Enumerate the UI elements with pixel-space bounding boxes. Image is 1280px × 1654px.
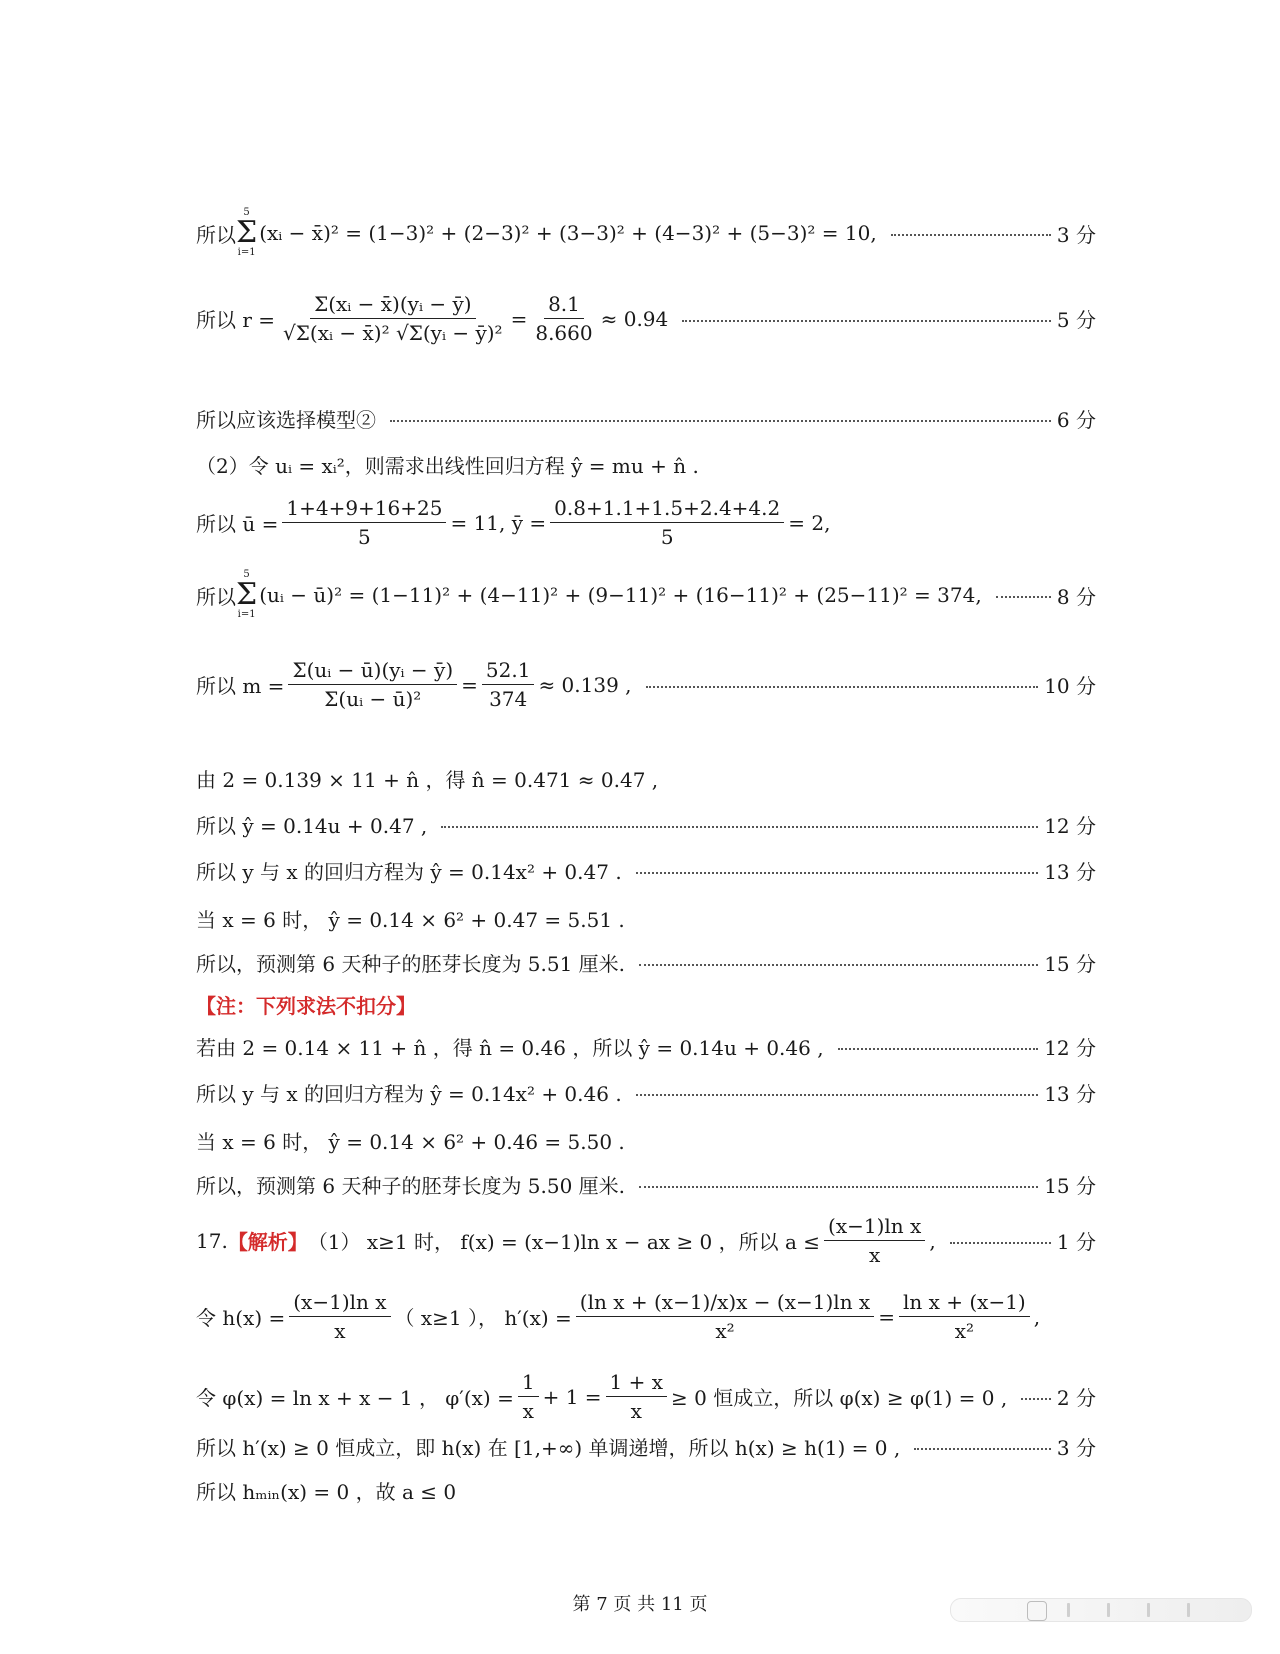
line-alt-regression [196,1078,1096,1107]
note-heading [196,990,1096,1019]
scroll-tick [1107,1603,1110,1617]
line-means [196,496,1096,549]
horizontal-scrollbar[interactable] [950,1598,1252,1622]
line-h-derivative [196,1290,1096,1343]
score-label: 15 分 [1044,1174,1096,1198]
dotted-leader [914,1448,1051,1450]
line-intercept [196,764,1096,793]
line-text: 由 2 = 0.139 × 11 + n̂ ，得 n̂ = 0.471 ≈ 0.47 , [196,768,659,792]
scroll-tick [1147,1603,1150,1617]
line-text: 当 x = 6 时， ŷ = 0.14 × 6² + 0.47 = 5.51 . [196,908,625,932]
score-label: 8 分 [1056,584,1096,609]
line-conclusion [196,948,1096,977]
line-text: = 2, [788,510,831,535]
line-text: = 11, ȳ = [450,510,547,535]
line-part2-intro [196,450,1096,479]
fraction: $\frac{\text{Σ(uᵢ − ū)(yᵢ − ȳ)}}{\text{Σ(uᵢ − ū)²}}$ [288,658,457,711]
line-text: 所以，预测第 6 天种子的胚芽长度为 5.50 厘米. [196,1174,626,1198]
line-text: ≥ 0 恒成立，所以 φ(x) ≥ φ(1) = 0 , [671,1386,1008,1410]
score-label: 5 分 [1056,308,1096,332]
dotted-leader [639,964,1038,966]
line-text: 所以 r = [196,308,276,332]
dotted-leader [639,1186,1038,1188]
dotted-leader [646,686,1039,688]
fraction: $\frac{52.1}{374}$ [482,658,535,711]
line-text: (uᵢ − ū)² = (1−11)² + (4−11)² + (9−11)² + (16−11)² + (25−11)² = 374, [259,583,982,607]
fraction: $\frac{8.1}{8.660}$ [535,292,593,345]
fraction: $\frac{\text{ln x + (x−1)}}{\text{x²}}$ [899,1290,1030,1343]
dotted-leader [1021,1398,1051,1400]
score-label: 13 分 [1044,1082,1096,1106]
fraction: $\frac{1 + x}{x}$ [606,1370,667,1423]
score-label: 15 分 [1044,952,1096,976]
line-text: 【注：下列求法不扣分】 [196,994,416,1018]
line-text: 所以，预测第 6 天种子的胚芽长度为 5.51 厘米. [196,952,626,976]
line-text: 所以 ū = [196,512,279,536]
line-text: 所以应该选择模型② [196,408,376,432]
fraction: $\frac{\text{(x−1)ln x}}{x}$ [824,1214,925,1267]
dotted-leader [441,826,1038,828]
question-number: 17. [196,1228,228,1253]
score-label: 12 分 [1044,814,1096,838]
line-text: ≈ 0.139 , [538,672,632,697]
line-alt-conclusion [196,1170,1096,1199]
analysis-tag: 【解析】 [227,1230,308,1254]
line-text: 所以 hₘᵢₙ(x) = 0 ，故 a ≤ 0 [196,1480,457,1504]
line-text: 所以 h′(x) ≥ 0 恒成立，即 h(x) 在 [1,+∞) 单调递增，所以 h(x) ≥ h(1) = 0 , [196,1436,901,1460]
line-monotonic [196,1432,1096,1461]
line-slope-m: 所以 m = $\frac{\text{Σ(uᵢ − ū)(yᵢ − ȳ)}}{\text{Σ(uᵢ − ū)²}}$ = $\frac{52.1}{374}$ ≈ 0.139 , 10 分 [196,658,1096,711]
score-label: 6 分 [1056,408,1096,432]
line-text: 所以 [196,584,236,609]
line-alt-intercept [196,1032,1096,1061]
line-text: 所以 ŷ = 0.14u + 0.47 , [196,814,428,838]
line-text: 所以 [196,222,236,247]
fraction: $\frac{1}{x}$ [518,1370,539,1423]
sigma-symbol: 5 Σ i=1 [236,569,258,620]
score-label: 3 分 [1056,1436,1096,1460]
dotted-leader [891,234,1051,236]
line-choose-model [196,404,1096,433]
fraction: $\frac{\text{(x−1)ln x}}{x}$ [289,1290,390,1343]
line-text: ≈ 0.94 [600,306,669,331]
dotted-leader [996,596,1051,598]
line-text: , [1033,1304,1041,1329]
line-text: 所以 y 与 x 的回归方程为 ŷ = 0.14x² + 0.47 . [196,860,622,884]
line-phi [196,1370,1096,1423]
line-text: , [929,1228,936,1253]
line-regression-u [196,810,1096,839]
line-hmin [196,1476,1096,1505]
line-text: = [878,1304,895,1329]
fraction: $\frac{1+4+9+16+25}{5}$ [282,496,446,549]
scroll-tick [1187,1603,1190,1617]
score-label: 1 分 [1056,1230,1096,1254]
line-text: (xᵢ − x̄)² = (1−3)² + (2−3)² + (3−3)² + (4−3)² + (5−3)² = 10, [259,221,877,245]
score-label: 10 分 [1044,674,1096,698]
score-label: 13 分 [1044,860,1096,884]
line-text: （2）令 uᵢ = xᵢ²，则需求出线性回归方程 ŷ = mu + n̂ . [196,454,699,478]
line-text: 所以 y 与 x 的回归方程为 ŷ = 0.14x² + 0.46 . [196,1082,622,1106]
line-text: （ x≥1 ）， h′(x) = [394,1306,572,1330]
line-sum-x [196,208,1096,258]
line-sum-u [196,570,1096,620]
dotted-leader [682,320,1051,322]
line-text: 若由 2 = 0.14 × 11 + n̂ ，得 n̂ = 0.46 ，所以 ŷ = 0.14u + 0.46 , [196,1036,824,1060]
dotted-leader [636,872,1039,874]
score-label: 12 分 [1044,1036,1096,1060]
dotted-leader [636,1094,1039,1096]
dotted-leader [390,420,1051,422]
line-text: 当 x = 6 时， ŷ = 0.14 × 6² + 0.46 = 5.50 . [196,1130,625,1154]
score-label: 2 分 [1056,1386,1096,1410]
fraction: $\frac{\text{(ln x + (x−1)/x)x − (x−1)ln x}}{\text{x²}}$ [576,1290,874,1343]
line-correlation-r: 所以 r = $\frac{\text{Σ(xᵢ − x̄)(yᵢ − ȳ)}}{\text{√Σ(xᵢ − x̄)² √Σ(yᵢ − ȳ)²}}$ = $\frac{8.1}{8.660}$ ≈ 0.94 5 分 [196,292,1096,345]
line-regression-x [196,856,1096,885]
line-text: （1） x≥1 时， f(x) = (x−1)ln x − ax ≥ 0 ，所以 a ≤ [307,1230,821,1254]
line-text: 所以 m = [196,674,285,698]
line-text: 令 h(x) = [196,1306,286,1330]
line-text: + 1 = [542,1384,602,1409]
dotted-leader [838,1048,1039,1050]
fraction: $\frac{0.8+1.1+1.5+2.4+4.2}{5}$ [550,496,784,549]
line-predict [196,904,1096,933]
fraction: $\frac{\text{Σ(xᵢ − x̄)(yᵢ − ȳ)}}{\text{√Σ(xᵢ − x̄)² √Σ(yᵢ − ȳ)²}}$ [283,292,503,345]
line-q17-part1 [196,1214,1096,1267]
score-label: 3 分 [1056,222,1096,247]
page-number-footer: 第 7 页 共 11 页 [572,1594,708,1615]
dotted-leader [950,1242,1051,1244]
line-text: 令 φ(x) = ln x + x − 1 ， φ′(x) = [196,1386,514,1410]
sigma-symbol: 5 Σ i=1 [236,207,258,258]
scroll-tick [1067,1603,1070,1617]
scrollbar-thumb[interactable] [1027,1601,1047,1621]
line-alt-predict [196,1126,1096,1155]
